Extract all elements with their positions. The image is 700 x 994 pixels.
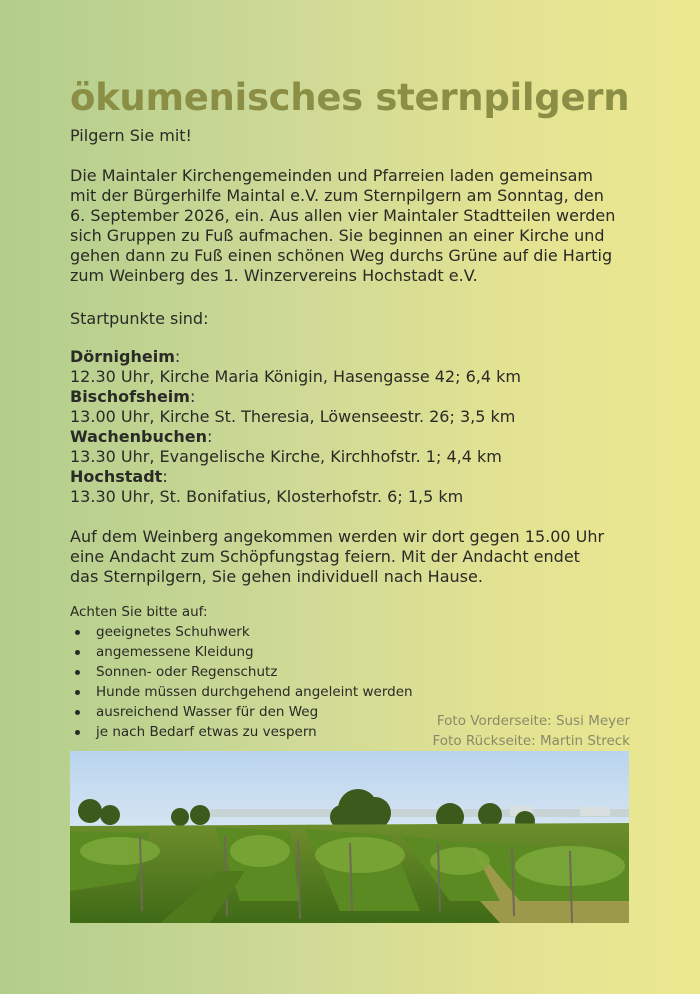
list-item: je nach Bedarf etwas zu vespern <box>70 722 413 742</box>
text-line: mit der Bürgerhilfe Maintal e.V. zum Sternpilgern am Sonntag, den <box>70 186 604 205</box>
station-details: 13.30 Uhr, Evangelische Kirche, Kirchhofstr. 1; 4,4 km <box>70 447 502 466</box>
station-heading: Hochstadt: <box>70 467 168 486</box>
station-town: Bischofsheim <box>70 387 190 406</box>
tips-label: Achten Sie bitte auf: <box>70 604 208 620</box>
station-details: 13.00 Uhr, Kirche St. Theresia, Löwenseestr. 26; 3,5 km <box>70 407 516 426</box>
station-heading: Wachenbuchen: <box>70 427 213 446</box>
intro-text: Pilgern Sie mit! <box>70 126 192 145</box>
list-item: Hunde müssen durchgehend angeleint werden <box>70 682 413 702</box>
list-item: Sonnen- oder Regenschutz <box>70 662 413 682</box>
paragraph-invitation <box>70 166 640 286</box>
list-item: angemessene Kleidung <box>70 642 413 662</box>
photo-credits <box>432 711 630 751</box>
vineyard-photo <box>70 751 629 923</box>
text-line: eine Andacht zum Schöpfungstag feiern. Mit der Andacht endet <box>70 547 580 566</box>
station-list <box>70 347 640 507</box>
paragraph-closing <box>70 527 640 587</box>
tips-list <box>70 622 413 742</box>
list-item: ausreichend Wasser für den Weg <box>70 702 413 722</box>
text-line: sich Gruppen zu Fuß aufmachen. Sie beginnen an einer Kirche und <box>70 226 605 245</box>
credit-back: Foto Rückseite: Martin Streck <box>432 733 630 749</box>
station-details: 12.30 Uhr, Kirche Maria Königin, Hasengasse 42; 6,4 km <box>70 367 521 386</box>
text-line: Die Maintaler Kirchengemeinden und Pfarreien laden gemeinsam <box>70 166 593 185</box>
station-heading: Dörnigheim: <box>70 347 181 366</box>
page-title: ökumenisches sternpilgern <box>70 76 630 119</box>
text-line: Auf dem Weinberg angekommen werden wir dort gegen 15.00 Uhr <box>70 527 605 546</box>
start-points-label: Startpunkte sind: <box>70 309 209 328</box>
vineyard-illustration <box>70 751 629 923</box>
list-item: geeignetes Schuhwerk <box>70 622 413 642</box>
station-heading: Bischofsheim: <box>70 387 196 406</box>
text-line: das Sternpilgern, Sie gehen individuell nach Hause. <box>70 567 483 586</box>
station-town: Dörnigheim <box>70 347 175 366</box>
text-line: gehen dann zu Fuß einen schönen Weg durchs Grüne auf die Hartig <box>70 246 613 265</box>
text-line: zum Weinberg des 1. Winzervereins Hochstadt e.V. <box>70 266 478 285</box>
credit-front: Foto Vorderseite: Susi Meyer <box>436 713 630 729</box>
station-town: Hochstadt <box>70 467 163 486</box>
station-town: Wachenbuchen <box>70 427 207 446</box>
text-line: 6. September 2026, ein. Aus allen vier Maintaler Stadtteilen werden <box>70 206 616 225</box>
station-details: 13.30 Uhr, St. Bonifatius, Klosterhofstr. 6; 1,5 km <box>70 487 464 506</box>
